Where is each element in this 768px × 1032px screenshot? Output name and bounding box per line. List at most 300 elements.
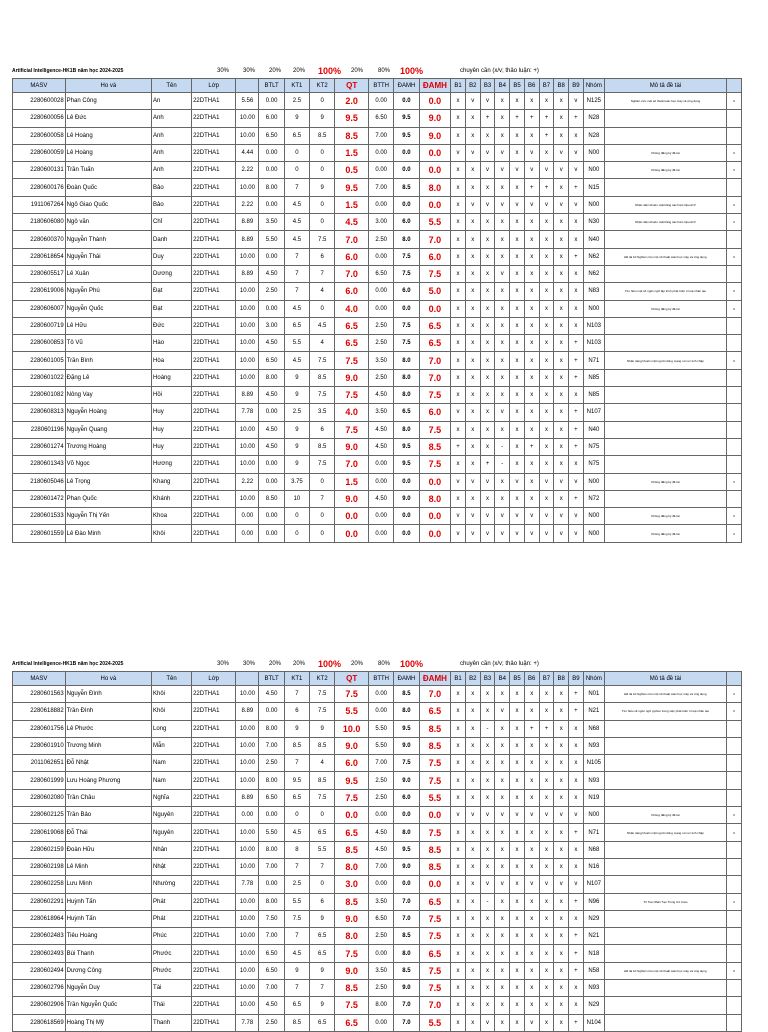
cell-qt: 8.0: [335, 928, 369, 945]
cell-nhom: N85: [583, 369, 604, 386]
cell-b7: v: [539, 196, 554, 213]
table-row: [13, 214, 742, 231]
cell-note: [727, 317, 742, 334]
weight-label: 30%: [217, 68, 230, 74]
cell-b9: v: [569, 196, 584, 213]
cell-kt1: 2.5: [284, 876, 309, 893]
cell-mo-ta: Không đăng ký đề tài: [604, 300, 726, 317]
cell-lop: 22DTHA1: [192, 300, 236, 317]
cell-mo-ta: Trí Tuệ Nhân Tạo Trong Cờ Caro: [604, 893, 726, 910]
cell-b6: x: [524, 248, 539, 265]
cell-b8: x: [554, 997, 569, 1014]
cell-b4: x: [495, 335, 510, 352]
cell-damh-total: 5.5: [419, 1014, 451, 1031]
sheet-2: [12, 659, 742, 1032]
cell-b5: x: [510, 962, 525, 979]
cell-b4: x: [495, 841, 510, 858]
cell-b3: x: [480, 789, 495, 806]
cell-b3: x: [480, 490, 495, 507]
cell-damh-total: 0.0: [419, 144, 451, 161]
column-header-ho-va: Ho và: [65, 79, 151, 93]
cell-note: [727, 231, 742, 248]
cell-b3: x: [480, 352, 495, 369]
table-row: [13, 179, 742, 196]
cell-kt1: 5.5: [284, 335, 309, 352]
table-row: [13, 283, 742, 300]
cell-ten: An: [152, 93, 192, 110]
cell-b4: x: [495, 737, 510, 754]
cell-b8: v: [554, 876, 569, 893]
cell-b8: x: [554, 300, 569, 317]
cell-b3: x: [480, 910, 495, 927]
column-header-b7: B7: [539, 672, 554, 686]
cell-ten: Duy: [152, 248, 192, 265]
cell-b1: +: [451, 438, 466, 455]
cell-b8: x: [554, 127, 569, 144]
cell-btth: 0.00: [369, 1014, 394, 1031]
cell-ho-va: Đoàn Hữu: [65, 841, 151, 858]
cell-b9: x: [569, 456, 584, 473]
cell-damh-total: 7.5: [419, 772, 451, 789]
cell-note: [727, 456, 742, 473]
column-header-ten: Tên: [152, 672, 192, 686]
cell-b5: x: [510, 876, 525, 893]
cell-damh-total: 5.0: [419, 283, 451, 300]
cell-kt1: 3.75: [284, 473, 309, 490]
cell-b5: x: [510, 369, 525, 386]
cell-b7: x: [539, 945, 554, 962]
cell-damh-total: 7.5: [419, 387, 451, 404]
sheet-1: [12, 66, 742, 543]
cell-damh-total: 7.5: [419, 980, 451, 997]
cell-cc: 10.00: [236, 283, 259, 300]
cell-b2: x: [465, 162, 480, 179]
cell-b9: +: [569, 421, 584, 438]
cell-lop: 22DTHA1: [192, 162, 236, 179]
cell-ho-va: Lê Minh: [65, 858, 151, 875]
table-row: [13, 387, 742, 404]
cell-b1: v: [451, 525, 466, 542]
cell-b6: x: [524, 686, 539, 703]
cell-kt2: 5.5: [310, 841, 335, 858]
cell-qt: 2.0: [335, 93, 369, 110]
cell-lop: 22DTHA1: [192, 893, 236, 910]
cell-b7: x: [539, 265, 554, 282]
cell-nhom: N00: [583, 196, 604, 213]
cell-masv: 2280601533: [13, 508, 66, 525]
cell-cc: 10.00: [236, 456, 259, 473]
cell-b4: x: [495, 893, 510, 910]
cell-damh: 9.5: [394, 110, 419, 127]
cell-cc: 10.00: [236, 490, 259, 507]
cell-btth: 3.50: [369, 404, 394, 421]
cell-kt2: 0: [310, 93, 335, 110]
cell-btth: 4.50: [369, 824, 394, 841]
cell-masv: 2280602258: [13, 876, 66, 893]
cell-b1: x: [451, 248, 466, 265]
cell-b6: x: [524, 404, 539, 421]
cell-b2: x: [465, 387, 480, 404]
cell-b2: x: [465, 283, 480, 300]
cell-damh: 9.5: [394, 456, 419, 473]
cell-btlt: 4.50: [259, 335, 284, 352]
cell-b1: x: [451, 179, 466, 196]
cell-kt2: 4: [310, 283, 335, 300]
cell-b8: x: [554, 335, 569, 352]
cell-b4: x: [495, 945, 510, 962]
cell-mo-ta: Không đăng ký đề tài: [604, 473, 726, 490]
cell-nhom: N71: [583, 352, 604, 369]
cell-b9: +: [569, 490, 584, 507]
cell-b9: +: [569, 928, 584, 945]
cell-b9: x: [569, 910, 584, 927]
cell-damh: 8.5: [394, 928, 419, 945]
cell-btlt: 0.00: [259, 508, 284, 525]
cell-b1: x: [451, 317, 466, 334]
cell-b4: x: [495, 490, 510, 507]
cell-cc: 10.00: [236, 300, 259, 317]
cell-b9: x: [569, 737, 584, 754]
cell-ten: Nguyên: [152, 807, 192, 824]
cell-note: [727, 369, 742, 386]
weight-total: 100%: [400, 66, 424, 76]
cell-damh: 7.0: [394, 1014, 419, 1031]
cell-b3: x: [480, 283, 495, 300]
cell-lop: 22DTHA1: [192, 945, 236, 962]
cell-kt1: 6.5: [284, 127, 309, 144]
table-row: [13, 473, 742, 490]
cell-note: 0: [727, 525, 742, 542]
cell-b9: +: [569, 248, 584, 265]
cell-ho-va: Tiêu Hoàng: [65, 928, 151, 945]
cell-kt1: 7: [284, 928, 309, 945]
cell-b3: x: [480, 980, 495, 997]
cell-mo-ta: [604, 404, 726, 421]
cell-b7: x: [539, 928, 554, 945]
attendance-note: chuyên cần (x/v; thảo luận: +): [460, 661, 539, 667]
cell-b3: v: [480, 196, 495, 213]
cell-b5: x: [510, 404, 525, 421]
cell-kt1: 9.5: [284, 772, 309, 789]
cell-b6: x: [524, 387, 539, 404]
cell-qt: 6.0: [335, 248, 369, 265]
column-header-cc: [236, 672, 259, 686]
cell-b8: x: [554, 980, 569, 997]
column-header-mo-ta: Mô tả đề tài: [604, 79, 726, 93]
table-row: [13, 1014, 742, 1031]
cell-b1: x: [451, 110, 466, 127]
cell-nhom: N58: [583, 962, 604, 979]
column-header-b7: B7: [539, 79, 554, 93]
cell-damh-total: 5.5: [419, 214, 451, 231]
cell-b7: x: [539, 335, 554, 352]
column-header-b4: B4: [495, 79, 510, 93]
cell-b2: x: [465, 369, 480, 386]
cell-b2: x: [465, 1014, 480, 1031]
cell-ten: Phúc: [152, 928, 192, 945]
cell-btth: 0.00: [369, 473, 394, 490]
cell-ho-va: Nguyễn Đình: [65, 686, 151, 703]
cell-kt2: 9: [310, 910, 335, 927]
cell-damh: 8.5: [394, 686, 419, 703]
cell-b5: v: [510, 525, 525, 542]
cell-b2: x: [465, 490, 480, 507]
cell-cc: 10.00: [236, 755, 259, 772]
cell-btlt: 7.00: [259, 737, 284, 754]
cell-qt: 7.5: [335, 789, 369, 806]
cell-b9: x: [569, 127, 584, 144]
cell-qt: 4.0: [335, 404, 369, 421]
cell-damh: 0.0: [394, 876, 419, 893]
cell-btlt: 0.00: [259, 703, 284, 720]
cell-kt2: 8.5: [310, 127, 335, 144]
cell-cc: 2.22: [236, 473, 259, 490]
cell-b6: x: [524, 755, 539, 772]
cell-b7: x: [539, 841, 554, 858]
cell-damh: 8.5: [394, 962, 419, 979]
cell-b5: x: [510, 352, 525, 369]
cell-b4: x: [495, 858, 510, 875]
cell-masv: 2280601343: [13, 456, 66, 473]
cell-b3: +: [480, 110, 495, 127]
cell-note: 0: [727, 473, 742, 490]
cell-cc: 10.00: [236, 772, 259, 789]
cell-qt: 1.5: [335, 473, 369, 490]
cell-mo-ta: [604, 127, 726, 144]
cell-nhom: N62: [583, 265, 604, 282]
cell-mo-ta: Nhận dạng khuôn mặt người dùng mạng nơ ron tích chập: [604, 352, 726, 369]
cell-b2: x: [465, 962, 480, 979]
cell-cc: 10.00: [236, 421, 259, 438]
cell-b5: x: [510, 438, 525, 455]
cell-b7: v: [539, 162, 554, 179]
cell-ho-va: Lê Phước: [65, 720, 151, 737]
cell-ho-va: Phan Công: [65, 93, 151, 110]
cell-damh-total: 6.5: [419, 335, 451, 352]
cell-cc: 2.22: [236, 196, 259, 213]
cell-b1: x: [451, 214, 466, 231]
cell-mo-ta: [604, 490, 726, 507]
cell-ho-va: Trương Hoàng: [65, 438, 151, 455]
cell-kt1: 2.5: [284, 404, 309, 421]
cell-mo-ta: [604, 789, 726, 806]
cell-btlt: 6.50: [259, 127, 284, 144]
column-header-qt: QT: [335, 79, 369, 93]
cell-b1: x: [451, 1014, 466, 1031]
cell-btlt: 6.00: [259, 110, 284, 127]
cell-b3: x: [480, 317, 495, 334]
cell-damh-total: 7.0: [419, 231, 451, 248]
cell-kt1: 6: [284, 703, 309, 720]
cell-b1: x: [451, 945, 466, 962]
column-header-masv: MASV: [13, 79, 66, 93]
table-row: [13, 421, 742, 438]
cell-kt1: 2.5: [284, 93, 309, 110]
cell-masv: 2280602796: [13, 980, 66, 997]
cell-nhom: N29: [583, 910, 604, 927]
cell-b8: x: [554, 1014, 569, 1031]
column-header-damh-total: ĐAMH: [419, 672, 451, 686]
cell-b7: x: [539, 737, 554, 754]
cell-b1: x: [451, 893, 466, 910]
cell-b1: v: [451, 404, 466, 421]
cell-kt1: 9: [284, 369, 309, 386]
column-header-lop: Lớp: [192, 79, 236, 93]
cell-b9: v: [569, 93, 584, 110]
cell-b2: x: [465, 703, 480, 720]
cell-b6: x: [524, 93, 539, 110]
cell-masv: 2280601274: [13, 438, 66, 455]
cell-lop: 22DTHA1: [192, 196, 236, 213]
cell-b3: v: [480, 508, 495, 525]
cell-b7: x: [539, 456, 554, 473]
cell-b3: x: [480, 737, 495, 754]
cell-mo-ta: [604, 335, 726, 352]
cell-b8: x: [554, 490, 569, 507]
table-row: [13, 317, 742, 334]
cell-b4: x: [495, 127, 510, 144]
cell-qt: 8.5: [335, 980, 369, 997]
cell-kt1: 0: [284, 508, 309, 525]
cell-kt2: 7: [310, 265, 335, 282]
cell-qt: 8.5: [335, 841, 369, 858]
cell-kt2: 6.5: [310, 1014, 335, 1031]
cell-damh: 8.0: [394, 231, 419, 248]
column-header-masv: MASV: [13, 672, 66, 686]
cell-damh: 7.5: [394, 248, 419, 265]
cell-lop: 22DTHA1: [192, 231, 236, 248]
cell-b5: x: [510, 265, 525, 282]
cell-b6: x: [524, 456, 539, 473]
cell-b5: x: [510, 248, 525, 265]
cell-nhom: N21: [583, 928, 604, 945]
cell-nhom: N68: [583, 720, 604, 737]
cell-b6: x: [524, 335, 539, 352]
sheet-title: Artificial Intelligence-HK1B năm học 2024-2025: [12, 661, 124, 667]
column-header-kt1: KT1: [284, 79, 309, 93]
cell-damh: 0.0: [394, 525, 419, 542]
cell-b9: v: [569, 525, 584, 542]
grade-table-1: [12, 78, 742, 543]
cell-qt: 7.5: [335, 945, 369, 962]
table-row: [13, 456, 742, 473]
cell-ten: Khánh: [152, 490, 192, 507]
cell-nhom: N75: [583, 456, 604, 473]
cell-nhom: N00: [583, 807, 604, 824]
cell-btlt: 0.00: [259, 248, 284, 265]
cell-b6: x: [524, 421, 539, 438]
cell-nhom: N96: [583, 893, 604, 910]
cell-qt: 10.0: [335, 720, 369, 737]
cell-ho-va: Đỗ Thái: [65, 824, 151, 841]
cell-b4: v: [495, 404, 510, 421]
cell-ten: Khôi: [152, 703, 192, 720]
cell-mo-ta: Không đăng ký đề tài: [604, 162, 726, 179]
table-row: [13, 755, 742, 772]
cell-lop: 22DTHA1: [192, 179, 236, 196]
cell-b9: +: [569, 335, 584, 352]
cell-b1: x: [451, 980, 466, 997]
cell-note: [727, 980, 742, 997]
cell-b9: v: [569, 876, 584, 893]
column-header-b4: B4: [495, 672, 510, 686]
cell-btlt: 4.50: [259, 421, 284, 438]
cell-b2: x: [465, 997, 480, 1014]
cell-b5: x: [510, 421, 525, 438]
cell-mo-ta: [604, 945, 726, 962]
cell-b1: x: [451, 997, 466, 1014]
cell-damh-total: 9.0: [419, 110, 451, 127]
sheet-title: Artificial Intelligence-HK1B năm học 2024-2025: [12, 68, 124, 74]
column-header-btth: BTTH: [369, 672, 394, 686]
cell-kt2: 7.5: [310, 703, 335, 720]
cell-kt2: 8.5: [310, 737, 335, 754]
cell-ten: Khang: [152, 473, 192, 490]
cell-nhom: N107: [583, 404, 604, 421]
cell-b1: x: [451, 962, 466, 979]
cell-masv: 2280600056: [13, 110, 66, 127]
cell-btth: 6.50: [369, 265, 394, 282]
cell-btlt: 2.50: [259, 283, 284, 300]
cell-b3: x: [480, 387, 495, 404]
cell-nhom: N71: [583, 824, 604, 841]
cell-note: [727, 404, 742, 421]
cell-kt2: 0: [310, 473, 335, 490]
cell-b2: x: [465, 841, 480, 858]
cell-note: [727, 928, 742, 945]
cell-kt1: 9: [284, 387, 309, 404]
cell-b8: x: [554, 789, 569, 806]
cell-cc: 10.00: [236, 686, 259, 703]
cell-b8: x: [554, 910, 569, 927]
cell-masv: 2280618569: [13, 1014, 66, 1031]
cell-b3: x: [480, 841, 495, 858]
cell-b4: x: [495, 352, 510, 369]
cell-nhom: N75: [583, 438, 604, 455]
weights-row: [12, 66, 742, 78]
cell-mo-ta: Không đăng ký đề tài: [604, 144, 726, 161]
cell-b5: v: [510, 162, 525, 179]
cell-btth: 7.00: [369, 755, 394, 772]
column-header-btlt: BTLT: [259, 672, 284, 686]
cell-damh-total: 6.5: [419, 703, 451, 720]
cell-note: [727, 755, 742, 772]
cell-kt1: 7.5: [284, 910, 309, 927]
cell-btlt: 4.50: [259, 265, 284, 282]
header-row: [13, 672, 742, 686]
cell-b9: v: [569, 162, 584, 179]
table-row: [13, 300, 742, 317]
cell-damh: 8.0: [394, 387, 419, 404]
cell-kt1: 0: [284, 525, 309, 542]
cell-b6: v: [524, 162, 539, 179]
cell-b8: x: [554, 755, 569, 772]
cell-b5: x: [510, 789, 525, 806]
cell-b2: x: [465, 248, 480, 265]
cell-b6: v: [524, 508, 539, 525]
cell-damh-total: 8.0: [419, 490, 451, 507]
cell-note: 0: [727, 893, 742, 910]
cell-b1: x: [451, 490, 466, 507]
cell-lop: 22DTHA1: [192, 928, 236, 945]
column-header-nhom: Nhóm: [583, 79, 604, 93]
cell-b2: x: [465, 945, 480, 962]
cell-btth: 8.00: [369, 997, 394, 1014]
cell-ho-va: Nguyễn Thái: [65, 248, 151, 265]
cell-btlt: 8.00: [259, 893, 284, 910]
cell-b2: x: [465, 265, 480, 282]
cell-b4: x: [495, 720, 510, 737]
